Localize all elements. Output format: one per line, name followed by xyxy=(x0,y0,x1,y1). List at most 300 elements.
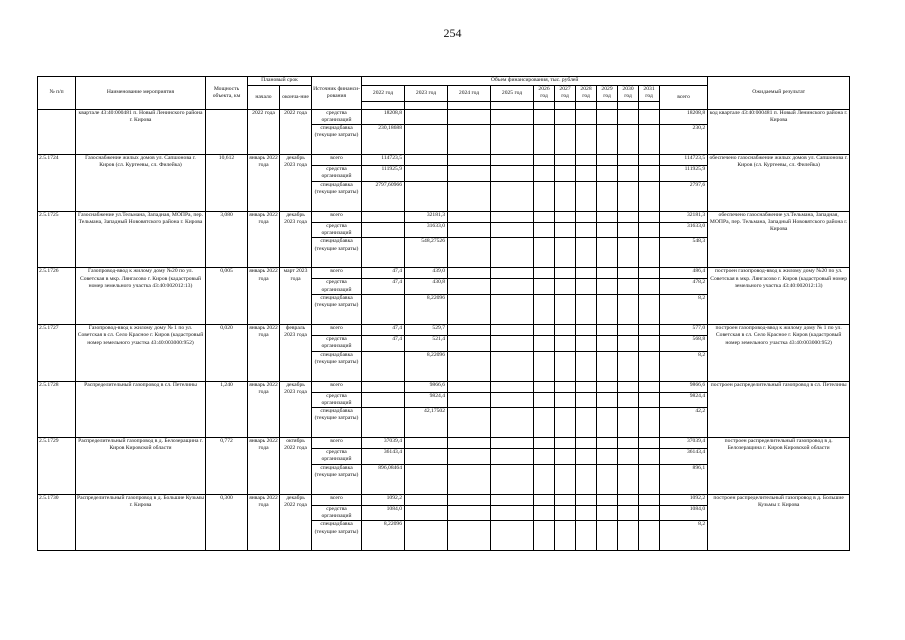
value-empty xyxy=(491,109,534,125)
value-empty xyxy=(597,181,618,211)
value-empty xyxy=(534,125,555,155)
value-empty xyxy=(576,279,597,295)
header-year: 2029 год xyxy=(597,86,618,102)
value-empty xyxy=(618,381,639,392)
value-total: 8,2 xyxy=(660,351,708,381)
table-row xyxy=(38,438,850,449)
funding-source: спецнадбавка (текущие затраты) xyxy=(312,238,362,268)
value-total: 32181,3 xyxy=(660,211,708,222)
value-2023 xyxy=(405,494,448,505)
value-empty xyxy=(491,438,534,449)
value-empty xyxy=(555,181,576,211)
value-empty xyxy=(448,505,491,521)
value-empty xyxy=(534,351,555,381)
value-empty xyxy=(597,381,618,392)
funding-source: средства организаций xyxy=(312,335,362,351)
value-empty xyxy=(597,268,618,279)
value-empty xyxy=(555,279,576,295)
value-empty xyxy=(597,279,618,295)
value-empty xyxy=(491,464,534,494)
value-empty xyxy=(555,505,576,521)
value-empty xyxy=(448,279,491,295)
funding-source: всего xyxy=(312,438,362,449)
table-row xyxy=(38,211,850,222)
item-number: 2.5.1727 xyxy=(38,324,76,381)
value-empty xyxy=(597,155,618,166)
value-empty xyxy=(534,392,555,408)
value-empty xyxy=(491,392,534,408)
funding-source: спецнадбавка (текущие затраты) xyxy=(312,181,362,211)
value-empty xyxy=(639,521,660,551)
header-total: всего xyxy=(660,86,708,110)
value-empty xyxy=(618,166,639,182)
value-total: 1084,0 xyxy=(660,505,708,521)
value-empty xyxy=(597,408,618,438)
value-empty xyxy=(639,155,660,166)
value-empty xyxy=(555,155,576,166)
value-empty xyxy=(534,449,555,465)
header-year: 2028 год xyxy=(576,86,597,102)
value-2022 xyxy=(362,238,405,268)
value-empty xyxy=(491,268,534,279)
item-end: февраль 2023 года xyxy=(280,324,312,381)
table-row xyxy=(38,268,850,279)
item-end: декабрь 2023 года xyxy=(280,155,312,212)
item-number xyxy=(38,109,76,155)
value-2023 xyxy=(405,166,448,182)
value-empty xyxy=(576,449,597,465)
value-total: 478,2 xyxy=(660,279,708,295)
value-empty xyxy=(491,521,534,551)
item-number: 2.5.1726 xyxy=(38,268,76,325)
value-empty xyxy=(618,521,639,551)
value-empty xyxy=(555,381,576,392)
funding-source: спецнадбавка (текущие затраты) xyxy=(312,408,362,438)
value-empty xyxy=(448,351,491,381)
value-empty xyxy=(576,166,597,182)
value-2022: 896,08464 xyxy=(362,464,405,494)
value-empty xyxy=(618,335,639,351)
value-empty xyxy=(534,381,555,392)
item-capacity: 0,020 xyxy=(206,324,248,381)
funding-source: средства организаций xyxy=(312,279,362,295)
funding-source: всего xyxy=(312,494,362,505)
value-empty xyxy=(555,408,576,438)
value-empty xyxy=(534,166,555,182)
value-empty xyxy=(555,521,576,551)
value-empty xyxy=(534,294,555,324)
value-2022: 47,4 xyxy=(362,335,405,351)
expected-result: построен газопровод-ввод к жилому дому №20 по ул. Советская в мкр. Лянгасово г. Киров (кадастровый номер земельного участка 43:40:002012:13) xyxy=(708,268,850,325)
value-empty xyxy=(639,381,660,392)
value-total: 111925,9 xyxy=(660,166,708,182)
value-2023 xyxy=(405,109,448,125)
item-capacity: 0,772 xyxy=(206,438,248,495)
header-volume: Объем финансирования, тыс. рублей xyxy=(362,77,708,86)
value-empty xyxy=(534,521,555,551)
item-name: Газоснабжение жилых домов ул. Сапшонова г. Киров (сл. Куртеевы, сл. Филейка) xyxy=(76,155,206,212)
value-2023: 9866,6 xyxy=(405,381,448,392)
value-empty xyxy=(576,464,597,494)
value-2023 xyxy=(405,449,448,465)
value-empty xyxy=(491,222,534,238)
value-empty xyxy=(639,335,660,351)
value-2023: 529,7 xyxy=(405,324,448,335)
value-empty xyxy=(576,351,597,381)
value-2022 xyxy=(362,222,405,238)
funding-source: средства организаций xyxy=(312,166,362,182)
item-end: декабрь 2022 года xyxy=(280,494,312,551)
value-empty xyxy=(491,335,534,351)
page-number: 254 xyxy=(443,26,462,40)
value-empty xyxy=(576,125,597,155)
value-empty xyxy=(597,351,618,381)
value-empty xyxy=(534,238,555,268)
value-total: 37039,4 xyxy=(660,438,708,449)
expected-result: построен распределительный газопровод в д. Большие Кузьмы г. Кирова xyxy=(708,494,850,551)
value-empty xyxy=(618,408,639,438)
value-empty xyxy=(576,521,597,551)
value-empty xyxy=(555,125,576,155)
value-empty xyxy=(448,294,491,324)
value-empty xyxy=(618,155,639,166)
value-2022 xyxy=(362,408,405,438)
header-year: 2031 год xyxy=(639,86,660,102)
value-empty xyxy=(618,392,639,408)
value-empty xyxy=(576,268,597,279)
item-end: март 2023 года xyxy=(280,268,312,325)
value-empty xyxy=(534,505,555,521)
value-empty xyxy=(639,279,660,295)
value-empty xyxy=(534,211,555,222)
item-number: 2.5.1728 xyxy=(38,381,76,438)
item-end: декабрь 2023 года xyxy=(280,211,312,268)
item-start: январь 2022 года xyxy=(248,155,280,212)
value-empty xyxy=(597,521,618,551)
value-empty xyxy=(534,109,555,125)
value-empty xyxy=(448,408,491,438)
value-total: 896,1 xyxy=(660,464,708,494)
value-2022: 37039,4 xyxy=(362,438,405,449)
header-source: Источник финанси-рования xyxy=(312,77,362,110)
value-empty xyxy=(555,464,576,494)
value-2022: 1092,2 xyxy=(362,494,405,505)
item-start: январь 2022 года xyxy=(248,211,280,268)
value-empty xyxy=(534,324,555,335)
value-empty xyxy=(555,238,576,268)
value-empty xyxy=(555,449,576,465)
item-capacity: 3,080 xyxy=(206,211,248,268)
value-empty xyxy=(555,351,576,381)
value-empty xyxy=(618,125,639,155)
value-empty xyxy=(491,125,534,155)
value-empty xyxy=(597,438,618,449)
value-empty xyxy=(639,392,660,408)
item-capacity: 0,005 xyxy=(206,268,248,325)
item-name: Газоснабжение ул.Тельмана, Западная, МОПРа, пер. Тельмана, Западный Нововятского района г. Кирова xyxy=(76,211,206,268)
funding-source: спецнадбавка (текущие затраты) xyxy=(312,464,362,494)
value-2023 xyxy=(405,155,448,166)
value-empty xyxy=(639,238,660,268)
value-total: 1092,2 xyxy=(660,494,708,505)
value-empty xyxy=(639,268,660,279)
value-empty xyxy=(448,494,491,505)
value-empty xyxy=(491,238,534,268)
value-empty xyxy=(555,494,576,505)
item-number: 2.5.1729 xyxy=(38,438,76,495)
item-capacity xyxy=(206,109,248,155)
expected-result: построен распределительный газопровод в сл. Петелины xyxy=(708,381,850,438)
value-2023: 9824,4 xyxy=(405,392,448,408)
value-empty xyxy=(576,181,597,211)
value-empty xyxy=(534,181,555,211)
value-total: 548,3 xyxy=(660,238,708,268)
value-empty xyxy=(639,181,660,211)
value-empty xyxy=(555,222,576,238)
item-capacity: 10,612 xyxy=(206,155,248,212)
value-empty xyxy=(618,324,639,335)
value-empty xyxy=(491,351,534,381)
value-empty xyxy=(448,222,491,238)
value-2023: 8,22096 xyxy=(405,294,448,324)
value-total: 2797,6 xyxy=(660,181,708,211)
value-empty xyxy=(597,449,618,465)
value-empty xyxy=(618,211,639,222)
value-2023 xyxy=(405,181,448,211)
item-start: январь 2022 года xyxy=(248,381,280,438)
value-empty xyxy=(639,109,660,125)
value-empty xyxy=(618,238,639,268)
item-end: октябрь 2022 года xyxy=(280,438,312,495)
value-empty xyxy=(618,279,639,295)
value-empty xyxy=(639,211,660,222)
value-2022 xyxy=(362,392,405,408)
value-empty xyxy=(448,521,491,551)
value-empty xyxy=(576,222,597,238)
funding-source: средства организаций xyxy=(312,222,362,238)
value-2023: 439,0 xyxy=(405,268,448,279)
value-empty xyxy=(597,335,618,351)
value-total: 36143,4 xyxy=(660,449,708,465)
value-empty xyxy=(491,494,534,505)
value-empty xyxy=(534,494,555,505)
value-2022 xyxy=(362,381,405,392)
funding-source: всего xyxy=(312,381,362,392)
value-2023: 42,17502 xyxy=(405,408,448,438)
funding-source: спецнадбавка (текущие затраты) xyxy=(312,351,362,381)
value-empty xyxy=(639,294,660,324)
value-total: 8,2 xyxy=(660,521,708,551)
item-number: 2.5.1725 xyxy=(38,211,76,268)
value-empty xyxy=(491,181,534,211)
value-empty xyxy=(639,408,660,438)
value-empty xyxy=(448,181,491,211)
value-empty xyxy=(597,211,618,222)
value-2023: 8,22096 xyxy=(405,351,448,381)
value-empty xyxy=(639,351,660,381)
value-empty xyxy=(491,279,534,295)
item-end: декабрь 2023 года xyxy=(280,381,312,438)
value-2022: 18208,8 xyxy=(362,109,405,125)
value-empty xyxy=(576,505,597,521)
value-empty xyxy=(555,335,576,351)
item-start: январь 2022 года xyxy=(248,324,280,381)
value-total: 42,2 xyxy=(660,408,708,438)
value-empty xyxy=(491,381,534,392)
value-empty xyxy=(576,381,597,392)
expected-result: построен распределительный газопровод в д. Белозеращина г. Киров Кировской области xyxy=(708,438,850,495)
value-empty xyxy=(618,505,639,521)
header-name: Наименование мероприятия xyxy=(76,77,206,110)
funding-source: спецнадбавка (текущие затраты) xyxy=(312,294,362,324)
value-empty xyxy=(448,324,491,335)
value-empty xyxy=(491,211,534,222)
value-empty xyxy=(555,166,576,182)
value-2022: 47,4 xyxy=(362,279,405,295)
value-2023: 430,8 xyxy=(405,279,448,295)
value-empty xyxy=(639,505,660,521)
value-empty xyxy=(448,166,491,182)
item-number: 2.5.1724 xyxy=(38,155,76,212)
header-year: 2025 год xyxy=(491,86,534,102)
header-planned-period: Плановый срок xyxy=(248,77,312,86)
value-empty xyxy=(618,464,639,494)
value-empty xyxy=(618,449,639,465)
value-total: 8,2 xyxy=(660,294,708,324)
value-empty xyxy=(448,449,491,465)
value-empty xyxy=(534,155,555,166)
value-empty xyxy=(448,155,491,166)
item-capacity: 0,300 xyxy=(206,494,248,551)
item-name: Газопровод-ввод к жилому дому № 1 по ул. Советская в сл. Село Красное г. Киров (кадастровый номер земельного участка 43:40:003000:952) xyxy=(76,324,206,381)
value-total: 9824,4 xyxy=(660,392,708,408)
value-empty xyxy=(534,279,555,295)
funding-source: всего xyxy=(312,211,362,222)
value-total: 31633,0 xyxy=(660,222,708,238)
table-row xyxy=(38,381,850,392)
value-empty xyxy=(576,438,597,449)
value-empty xyxy=(491,408,534,438)
value-empty xyxy=(597,222,618,238)
funding-source: средства организаций xyxy=(312,109,362,125)
funding-source: всего xyxy=(312,324,362,335)
value-empty xyxy=(597,109,618,125)
value-empty xyxy=(618,268,639,279)
expected-result: обеспечено газоснабжение ул.Тельмана, Западная, МОПРа, пер. Тельмана, Западный Нововятского района г. Кирова xyxy=(708,211,850,268)
value-empty xyxy=(576,155,597,166)
value-empty xyxy=(555,392,576,408)
item-name: квартале 43:40:000481 п. Новый Ленинского района г. Кирова xyxy=(76,109,206,155)
value-2022 xyxy=(362,351,405,381)
value-empty xyxy=(448,109,491,125)
value-empty xyxy=(618,494,639,505)
value-empty xyxy=(448,211,491,222)
header-num: № п/п xyxy=(38,77,76,110)
table-row xyxy=(38,324,850,335)
funding-source: всего xyxy=(312,155,362,166)
value-empty xyxy=(576,494,597,505)
value-empty xyxy=(448,125,491,155)
value-empty xyxy=(448,392,491,408)
value-empty xyxy=(576,392,597,408)
funding-source: всего xyxy=(312,268,362,279)
value-empty xyxy=(618,351,639,381)
value-empty xyxy=(576,408,597,438)
item-name: Распределительный газопровод в д. Белозеращина г. Киров Кировской области xyxy=(76,438,206,495)
expected-result: обеспечено газоснабжение жилых домов ул. Сапшонова г. Киров (сл. Куртеевы, сл. Филейка) xyxy=(708,155,850,212)
value-2022: 36143,4 xyxy=(362,449,405,465)
value-empty xyxy=(639,494,660,505)
value-empty xyxy=(448,438,491,449)
value-empty xyxy=(555,109,576,125)
value-empty xyxy=(597,238,618,268)
value-empty xyxy=(534,464,555,494)
value-total: 9866,6 xyxy=(660,381,708,392)
value-empty xyxy=(597,505,618,521)
funding-source: спецнадбавка (текущие затраты) xyxy=(312,521,362,551)
value-empty xyxy=(639,125,660,155)
value-2022: 230,18688 xyxy=(362,125,405,155)
value-empty xyxy=(491,505,534,521)
header-capacity: Мощность объекта, км xyxy=(206,77,248,110)
value-empty xyxy=(576,109,597,125)
value-empty xyxy=(576,294,597,324)
value-empty xyxy=(534,408,555,438)
value-empty xyxy=(618,109,639,125)
item-start: январь 2022 года xyxy=(248,268,280,325)
value-empty xyxy=(576,324,597,335)
financing-table xyxy=(37,76,850,551)
value-empty xyxy=(597,494,618,505)
header-result: Ожидаемый результат xyxy=(708,77,850,110)
header-year: 2024 год xyxy=(448,86,491,102)
item-start: 2022 года xyxy=(248,109,280,155)
value-empty xyxy=(639,324,660,335)
item-name: Газопровод-ввод к жилому дому №20 по ул. Советская в мкр. Лянгасово г. Киров (кадастровый номер земельного участка 43:40:002012:13) xyxy=(76,268,206,325)
value-total: 230,2 xyxy=(660,125,708,155)
value-2023 xyxy=(405,505,448,521)
value-empty xyxy=(597,464,618,494)
value-empty xyxy=(576,211,597,222)
value-empty xyxy=(618,294,639,324)
value-empty xyxy=(491,155,534,166)
expected-result: построен газопровод-ввод к жилому дому № 1 по ул. Советская в сл. Село Красное г. Киров (кадастровый номер земельного участка 43:40:003000:952) xyxy=(708,324,850,381)
value-empty xyxy=(534,438,555,449)
value-empty xyxy=(597,166,618,182)
value-total: 486,4 xyxy=(660,268,708,279)
value-empty xyxy=(639,449,660,465)
item-number: 2.5.1730 xyxy=(38,494,76,551)
header-year: 2026 год xyxy=(534,86,555,102)
value-empty xyxy=(534,268,555,279)
value-2022 xyxy=(362,294,405,324)
value-2022: 47,4 xyxy=(362,268,405,279)
item-start: январь 2022 года xyxy=(248,438,280,495)
value-empty xyxy=(491,324,534,335)
value-empty xyxy=(534,222,555,238)
value-2022: 114723,5 xyxy=(362,155,405,166)
value-empty xyxy=(534,335,555,351)
value-2023 xyxy=(405,125,448,155)
item-end: 2022 года xyxy=(280,109,312,155)
value-empty xyxy=(639,222,660,238)
value-empty xyxy=(597,324,618,335)
value-2023: 521,4 xyxy=(405,335,448,351)
header-start: начало xyxy=(248,86,280,110)
value-empty xyxy=(491,449,534,465)
funding-source: средства организаций xyxy=(312,392,362,408)
expected-result: код квартале 43:40:000481 п. Новый Ленинского района г. Кирова xyxy=(708,109,850,155)
